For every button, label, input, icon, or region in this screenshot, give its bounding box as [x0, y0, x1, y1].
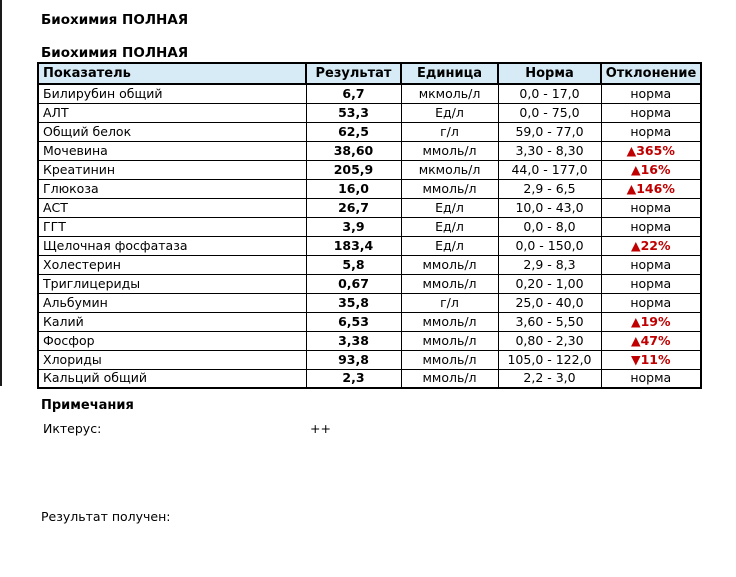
indicator-name: Мочевина — [38, 141, 306, 160]
norm-range: 0,0 - 17,0 — [498, 84, 601, 103]
unit-value: ммоль/л — [401, 255, 498, 274]
indicator-name: Хлориды — [38, 350, 306, 369]
unit-value: ммоль/л — [401, 312, 498, 331]
table-header-row — [38, 63, 701, 84]
deviation-value: ▲47% — [601, 331, 701, 350]
indicator-name: Калий — [38, 312, 306, 331]
col-header-indicator: Показатель — [38, 63, 306, 84]
unit-value: Ед/л — [401, 217, 498, 236]
indicator-name: Фосфор — [38, 331, 306, 350]
deviation-value: норма — [601, 293, 701, 312]
unit-value: мкмоль/л — [401, 160, 498, 179]
table-row — [38, 122, 701, 141]
indicator-name: Глюкоза — [38, 179, 306, 198]
deviation-value: норма — [601, 103, 701, 122]
note-value: ++ — [310, 421, 331, 436]
norm-range: 25,0 - 40,0 — [498, 293, 601, 312]
report-title: Биохимия ПОЛНАЯ — [41, 12, 189, 28]
page-edge-line — [0, 0, 2, 386]
indicator-name: Холестерин — [38, 255, 306, 274]
unit-value: Ед/л — [401, 198, 498, 217]
result-value: 93,8 — [306, 350, 401, 369]
indicator-name: Щелочная фосфатаза — [38, 236, 306, 255]
col-header-deviation: Отклонение — [601, 63, 701, 84]
results-table-body — [38, 84, 701, 388]
indicator-name: ГГТ — [38, 217, 306, 236]
section-title: Биохимия ПОЛНАЯ — [41, 45, 189, 61]
deviation-value: ▲16% — [601, 160, 701, 179]
norm-range: 2,9 - 8,3 — [498, 255, 601, 274]
indicator-name: АЛТ — [38, 103, 306, 122]
indicator-name: Креатинин — [38, 160, 306, 179]
result-value: 3,38 — [306, 331, 401, 350]
table-row — [38, 103, 701, 122]
result-value: 6,53 — [306, 312, 401, 331]
norm-range: 59,0 - 77,0 — [498, 122, 601, 141]
col-header-unit: Единица — [401, 63, 498, 84]
result-value: 0,67 — [306, 274, 401, 293]
result-value: 62,5 — [306, 122, 401, 141]
unit-value: ммоль/л — [401, 179, 498, 198]
result-value: 26,7 — [306, 198, 401, 217]
unit-value: ммоль/л — [401, 350, 498, 369]
table-row — [38, 350, 701, 369]
deviation-value: норма — [601, 369, 701, 388]
notes-heading: Примечания — [41, 398, 134, 413]
table-row — [38, 293, 701, 312]
table-row — [38, 160, 701, 179]
norm-range: 44,0 - 177,0 — [498, 160, 601, 179]
unit-value: г/л — [401, 122, 498, 141]
unit-value: мкмоль/л — [401, 84, 498, 103]
indicator-name: Общий белок — [38, 122, 306, 141]
norm-range: 0,80 - 2,30 — [498, 331, 601, 350]
deviation-value: ▲146% — [601, 179, 701, 198]
unit-value: г/л — [401, 293, 498, 312]
deviation-value: норма — [601, 217, 701, 236]
col-header-norm: Норма — [498, 63, 601, 84]
norm-range: 10,0 - 43,0 — [498, 198, 601, 217]
indicator-name: Билирубин общий — [38, 84, 306, 103]
result-value: 38,60 — [306, 141, 401, 160]
deviation-value: ▼11% — [601, 350, 701, 369]
deviation-value: норма — [601, 84, 701, 103]
result-value: 6,7 — [306, 84, 401, 103]
result-value: 5,8 — [306, 255, 401, 274]
indicator-name: Альбумин — [38, 293, 306, 312]
table-row — [38, 179, 701, 198]
table-row — [38, 331, 701, 350]
table-row — [38, 255, 701, 274]
unit-value: Ед/л — [401, 236, 498, 255]
result-value: 183,4 — [306, 236, 401, 255]
unit-value: ммоль/л — [401, 369, 498, 388]
deviation-value: ▲22% — [601, 236, 701, 255]
deviation-value: норма — [601, 274, 701, 293]
norm-range: 3,30 - 8,30 — [498, 141, 601, 160]
result-received-label: Результат получен: — [41, 509, 171, 524]
result-value: 2,3 — [306, 369, 401, 388]
note-row — [0, 421, 736, 437]
unit-value: Ед/л — [401, 103, 498, 122]
deviation-value: норма — [601, 255, 701, 274]
norm-range: 3,60 - 5,50 — [498, 312, 601, 331]
indicator-name: Триглицериды — [38, 274, 306, 293]
norm-range: 0,0 - 150,0 — [498, 236, 601, 255]
table-row — [38, 312, 701, 331]
deviation-value: ▲19% — [601, 312, 701, 331]
unit-value: ммоль/л — [401, 274, 498, 293]
unit-value: ммоль/л — [401, 141, 498, 160]
norm-range: 0,0 - 75,0 — [498, 103, 601, 122]
table-row — [38, 274, 701, 293]
norm-range: 2,9 - 6,5 — [498, 179, 601, 198]
result-value: 16,0 — [306, 179, 401, 198]
indicator-name: АСТ — [38, 198, 306, 217]
table-row — [38, 369, 701, 388]
indicator-name: Кальций общий — [38, 369, 306, 388]
result-value: 35,8 — [306, 293, 401, 312]
table-row — [38, 84, 701, 103]
norm-range: 105,0 - 122,0 — [498, 350, 601, 369]
deviation-value: ▲365% — [601, 141, 701, 160]
norm-range: 2,2 - 3,0 — [498, 369, 601, 388]
table-row — [38, 198, 701, 217]
deviation-value: норма — [601, 198, 701, 217]
table-row — [38, 217, 701, 236]
col-header-result: Результат — [306, 63, 401, 84]
deviation-value: норма — [601, 122, 701, 141]
results-table — [37, 62, 702, 389]
norm-range: 0,20 - 1,00 — [498, 274, 601, 293]
result-value: 53,3 — [306, 103, 401, 122]
norm-range: 0,0 - 8,0 — [498, 217, 601, 236]
result-value: 205,9 — [306, 160, 401, 179]
result-value: 3,9 — [306, 217, 401, 236]
unit-value: ммоль/л — [401, 331, 498, 350]
table-row — [38, 236, 701, 255]
table-row — [38, 141, 701, 160]
note-label: Иктерус: — [43, 421, 102, 436]
